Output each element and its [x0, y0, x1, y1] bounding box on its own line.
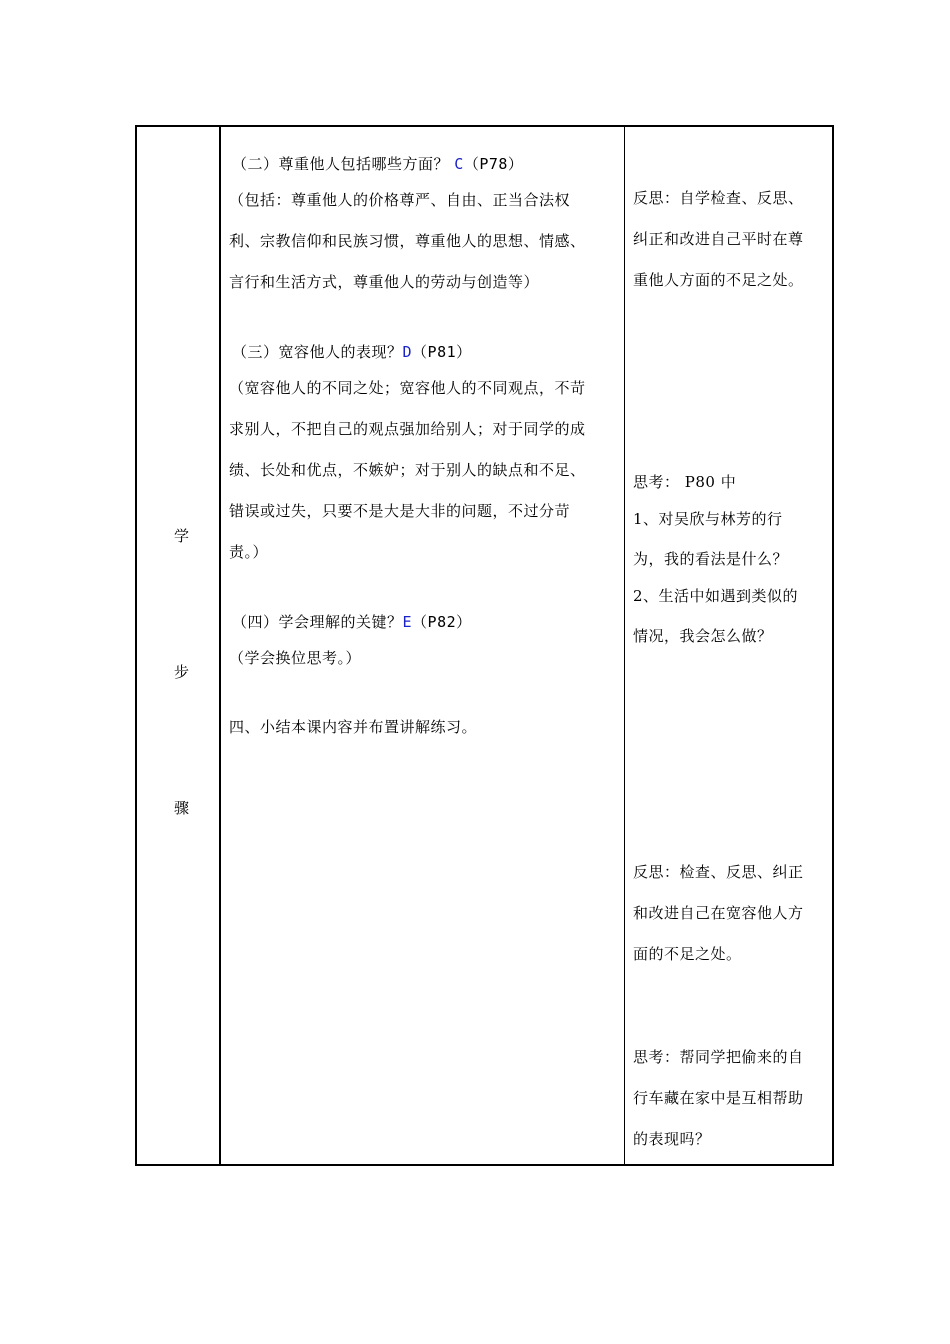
question-2-text: （二）尊重他人包括哪些方面？ — [232, 155, 455, 173]
reflection-line: 和改进自己在宽容他人方 — [633, 904, 804, 922]
paragraph-line: 绩、长处和优点，不嫉妒；对于别人的缺点和不足、 — [229, 461, 586, 479]
question-3-text: （三）宽容他人的表现？ — [232, 343, 403, 361]
question-2 — [232, 154, 523, 174]
think-line: 2、生活中如遇到类似的 — [633, 587, 799, 605]
column-divider-left — [219, 127, 221, 1164]
paragraph-line: （包括：尊重他人的价格尊严、自由、正当合法权 — [229, 191, 571, 209]
page-ref: （P82） — [412, 613, 472, 631]
summary-line: 四、小结本课内容并布置讲解练习。 — [229, 718, 478, 736]
think-line: 行车藏在家中是互相帮助 — [633, 1089, 804, 1107]
page-ref: （P81） — [412, 343, 472, 361]
step-label-char-2: 步 — [174, 663, 190, 681]
question-4-text: （四）学会理解的关键？ — [232, 613, 403, 631]
paragraph-line: （宽容他人的不同之处；宽容他人的不同观点，不苛 — [229, 379, 586, 397]
page-ref: （P78） — [463, 155, 524, 173]
question-3 — [232, 342, 472, 362]
question-4 — [232, 612, 472, 632]
answer-letter-d: D — [402, 343, 413, 361]
reflection-line: 反思：检查、反思、纠正 — [633, 863, 804, 881]
think-line: 思考：帮同学把偷来的自 — [633, 1048, 804, 1066]
paragraph-line: （学会换位思考。） — [229, 649, 362, 667]
think-line: 情况，我会怎么做？ — [633, 627, 773, 645]
reflection-line: 纠正和改进自己平时在尊 — [633, 230, 804, 248]
step-label-char-1: 学 — [174, 527, 190, 545]
reflection-line: 面的不足之处。 — [633, 945, 742, 963]
answer-letter-c: C — [454, 155, 464, 173]
paragraph-line: 求别人，不把自己的观点强加给别人；对于同学的成 — [229, 420, 586, 438]
paragraph-line: 错误或过失，只要不是大是大非的问题，不过分苛 — [229, 502, 571, 520]
think-line: 为，我的看法是什么？ — [633, 550, 789, 568]
answer-letter-e: E — [402, 613, 413, 631]
think-heading: 思考： P80 中 — [633, 473, 737, 491]
think-line: 1、对吴欣与林芳的行 — [633, 510, 783, 528]
step-label-char-3: 骤 — [174, 799, 190, 817]
paragraph-line: 利、宗教信仰和民族习惯，尊重他人的思想、情感、 — [229, 232, 586, 250]
paragraph-line: 责。） — [229, 543, 269, 561]
reflection-line: 重他人方面的不足之处。 — [633, 271, 804, 289]
paragraph-line: 言行和生活方式，尊重他人的劳动与创造等） — [229, 273, 540, 291]
column-divider-right — [624, 127, 625, 1164]
think-line: 的表现吗？ — [633, 1130, 711, 1148]
reflection-line: 反思：自学检查、反思、 — [633, 189, 804, 207]
